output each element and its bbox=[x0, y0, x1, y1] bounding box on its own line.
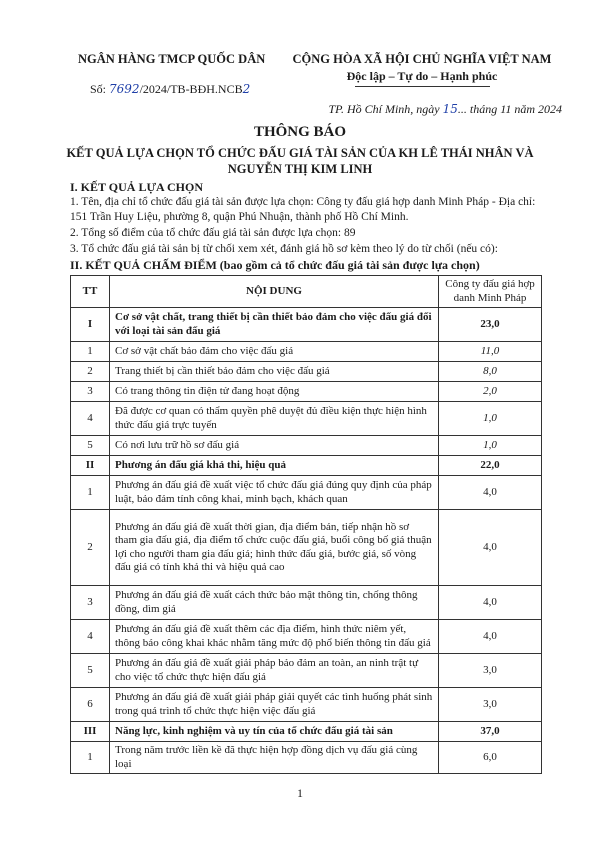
row-content: Phương án đấu giá đề xuất cách thức bảo mật thông tin, chống thông đồng, dìm giá bbox=[110, 586, 439, 620]
section-2-heading: II. KẾT QUẢ CHẤM ĐIỂM (bao gồm cả tổ chức đấu giá tài sản được lựa chọn) bbox=[70, 258, 480, 272]
table-row bbox=[71, 382, 542, 402]
table-row bbox=[71, 456, 542, 476]
row-score: 22,0 bbox=[439, 456, 542, 476]
table-row bbox=[71, 476, 542, 510]
doc-number-prefix: Số: bbox=[90, 82, 110, 96]
row-content: Phương án đấu giá đề xuất giải pháp giải quyết các tình huống phát sinh trong quá trình tổ chức thực hiện việc đấu giá bbox=[110, 688, 439, 722]
row-tt: 4 bbox=[71, 620, 110, 654]
row-content: Trong năm trước liền kề đã thực hiện hợp đồng dịch vụ đấu giá cùng loại bbox=[110, 742, 439, 774]
document-title: THÔNG BÁO bbox=[253, 124, 347, 140]
table-row bbox=[71, 586, 542, 620]
row-tt: 2 bbox=[71, 362, 110, 382]
row-content: Có nơi lưu trữ hồ sơ đấu giá bbox=[110, 436, 439, 456]
column-header-company: Công ty đấu giá hợp danh Minh Pháp bbox=[439, 276, 542, 308]
table-row bbox=[71, 436, 542, 456]
row-tt: 1 bbox=[71, 742, 110, 774]
table-row bbox=[71, 308, 542, 342]
row-tt: 1 bbox=[71, 476, 110, 510]
row-score: 2,0 bbox=[439, 382, 542, 402]
date-prefix: TP. Hồ Chí Minh, ngày bbox=[328, 102, 443, 116]
row-score: 3,0 bbox=[439, 688, 542, 722]
table-header-row bbox=[71, 276, 542, 308]
column-header-content: NỘI DUNG bbox=[110, 276, 439, 308]
table-row bbox=[71, 688, 542, 722]
row-tt: 5 bbox=[71, 436, 110, 456]
row-tt: I bbox=[71, 308, 110, 342]
section-1-heading: I. KẾT QUẢ LỰA CHỌN bbox=[70, 180, 204, 194]
date-suffix: ... tháng 11 năm 2024 bbox=[457, 102, 562, 116]
row-content: Cơ sở vật chất bảo đảm cho việc đấu giá bbox=[110, 342, 439, 362]
table-row bbox=[71, 722, 542, 742]
table-row bbox=[71, 510, 542, 586]
doc-number-handwritten-suffix: 2 bbox=[242, 82, 251, 96]
row-content: Phương án đấu giá đề xuất việc tổ chức đấu giá đúng quy định của pháp luật, bảo đảm tính công khai, minh bạch, khách quan bbox=[110, 476, 439, 510]
national-header bbox=[287, 52, 557, 87]
section-1-item-1: 1. Tên, địa chỉ tổ chức đấu giá tài sản được lựa chọn: Công ty đấu giá hợp danh Minh Pháp - Địa chỉ: 151 Trần Huy Liệu, phường 8, quận Phú Nhuận, thành phố Hồ Chí Minh. bbox=[70, 196, 536, 223]
row-score: 4,0 bbox=[439, 476, 542, 510]
table-row bbox=[71, 362, 542, 382]
row-tt: 6 bbox=[71, 688, 110, 722]
table-row bbox=[71, 654, 542, 688]
row-content: Trang thiết bị cần thiết bảo đảm cho việc đấu giá bbox=[110, 362, 439, 382]
row-content: Cơ sở vật chất, trang thiết bị cần thiết bảo đảm cho việc đấu giá đối với loại tài sản đấu giá bbox=[110, 308, 439, 342]
table-row bbox=[71, 620, 542, 654]
national-motto: Độc lập – Tự do – Hạnh phúc bbox=[346, 69, 498, 83]
table-row bbox=[71, 342, 542, 362]
motto-underline bbox=[355, 86, 490, 87]
score-table bbox=[70, 275, 542, 774]
document-date bbox=[272, 102, 562, 117]
row-tt: III bbox=[71, 722, 110, 742]
row-score: 8,0 bbox=[439, 362, 542, 382]
section-1-item-2: 2. Tổng số điểm của tổ chức đấu giá tài sản được lựa chọn: 89 bbox=[70, 227, 356, 239]
document-subtitle: KẾT QUẢ LỰA CHỌN TỔ CHỨC ĐẤU GIÁ TÀI SẢN CỦA KH LÊ THÁI NHÂN VÀ NGUYỄN THỊ KIM LINH bbox=[66, 146, 534, 176]
row-content: Năng lực, kinh nghiệm và uy tín của tổ chức đấu giá tài sản bbox=[110, 722, 439, 742]
row-score: 1,0 bbox=[439, 402, 542, 436]
row-content: Phương án đấu giá khả thi, hiệu quả bbox=[110, 456, 439, 476]
row-content: Có trang thông tin điện tử đang hoạt động bbox=[110, 382, 439, 402]
column-header-tt: TT bbox=[71, 276, 110, 308]
section-1-item-3: 3. Tổ chức đấu giá tài sản bị từ chối xem xét, đánh giá hồ sơ kèm theo lý do từ chối (nếu có): bbox=[70, 243, 498, 255]
row-score: 1,0 bbox=[439, 436, 542, 456]
row-content: Phương án đấu giá đề xuất thời gian, địa điểm bán, tiếp nhận hồ sơ tham gia đấu giá, địa điểm tổ chức cuộc đấu giá, buổi công bố giá thuận lợi cho người tham gia đấu giá; hình thức đấu giá, bước giá, số vòng đấu giá có tính khả thi và hiệu quả cao bbox=[110, 510, 439, 586]
doc-number-handwritten: 7692 bbox=[109, 82, 140, 96]
bank-name: NGÂN HÀNG TMCP QUỐC DÂN bbox=[78, 52, 266, 66]
row-content: Phương án đấu giá đề xuất thêm các địa điểm, hình thức niêm yết, thông báo công khai khác nhằm tăng mức độ phổ biến thông tin đấu giá bbox=[110, 620, 439, 654]
document-number bbox=[90, 82, 250, 97]
row-tt: 5 bbox=[71, 654, 110, 688]
row-content: Phương án đấu giá đề xuất giải pháp bảo đảm an toàn, an ninh trật tự cho việc tổ chức thực hiện đấu giá bbox=[110, 654, 439, 688]
doc-number-code: /2024/TB-BĐH.NCB bbox=[139, 82, 243, 96]
row-tt: II bbox=[71, 456, 110, 476]
row-tt: 3 bbox=[71, 586, 110, 620]
row-score: 11,0 bbox=[439, 342, 542, 362]
row-score: 6,0 bbox=[439, 742, 542, 774]
page-number: 1 bbox=[297, 786, 303, 800]
row-content: Đã được cơ quan có thẩm quyền phê duyệt đủ điều kiện thực hiện hình thức đấu giá trực tuyến bbox=[110, 402, 439, 436]
row-tt: 1 bbox=[71, 342, 110, 362]
date-day-handwritten: 15 bbox=[442, 102, 458, 116]
row-tt: 2 bbox=[71, 510, 110, 586]
row-tt: 3 bbox=[71, 382, 110, 402]
table-row bbox=[71, 402, 542, 436]
row-score: 3,0 bbox=[439, 654, 542, 688]
row-score: 37,0 bbox=[439, 722, 542, 742]
table-row bbox=[71, 742, 542, 774]
row-score: 23,0 bbox=[439, 308, 542, 342]
row-score: 4,0 bbox=[439, 586, 542, 620]
row-tt: 4 bbox=[71, 402, 110, 436]
row-score: 4,0 bbox=[439, 510, 542, 586]
row-score: 4,0 bbox=[439, 620, 542, 654]
republic-title: CỘNG HÒA XÃ HỘI CHỦ NGHĨA VIỆT NAM bbox=[292, 52, 552, 66]
